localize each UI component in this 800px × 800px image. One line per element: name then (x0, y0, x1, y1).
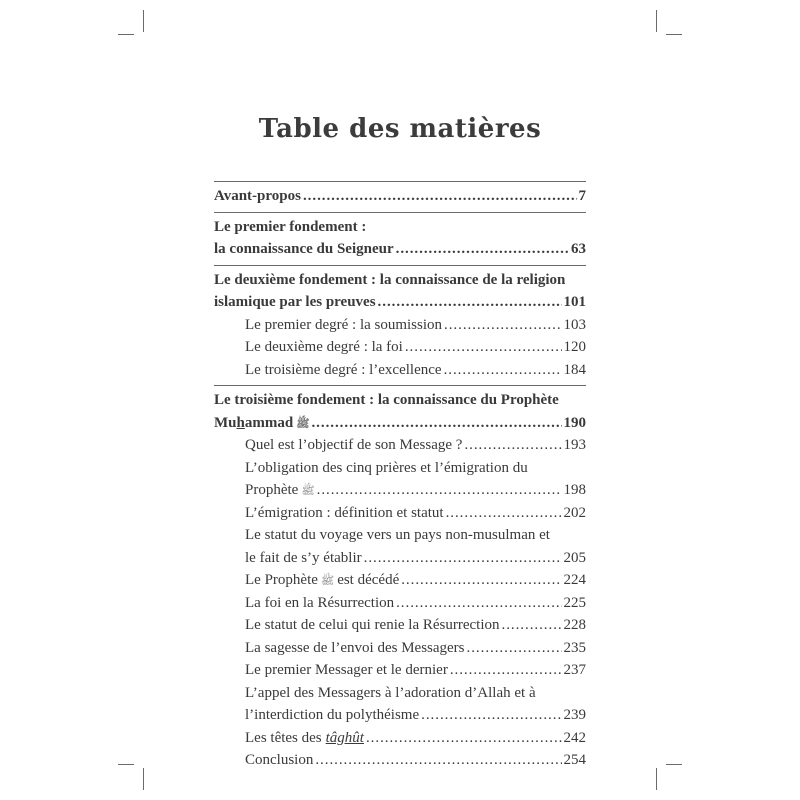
dot-leader (303, 185, 577, 208)
toc-page-number: 103 (563, 316, 586, 333)
dot-leader (502, 614, 562, 637)
dot-leader (421, 704, 561, 727)
toc-entry-title: Le deuxième degré : la foi (245, 339, 403, 355)
toc-entry[interactable] (214, 412, 586, 435)
toc-entry[interactable] (214, 336, 586, 359)
toc-entry-title: Le premier degré : la soumission (245, 316, 443, 333)
toc-entry[interactable] (214, 592, 586, 615)
toc-entry[interactable] (214, 479, 586, 502)
dot-leader (396, 592, 561, 615)
crop-mark (666, 764, 682, 765)
toc-entry[interactable] (214, 434, 586, 457)
toc-section (214, 266, 586, 386)
toc-entry-title: Les têtes des (245, 729, 322, 746)
toc-page-number: 254 (563, 752, 586, 768)
crop-mark (656, 10, 657, 32)
toc-page-number: 193 (563, 437, 586, 453)
toc-entry-title: Le statut du voyage vers un pays non-musulman et (245, 527, 550, 543)
dot-leader (317, 479, 562, 502)
toc-entry-line[interactable] (214, 269, 586, 292)
toc-entry-title: La foi en la Résurrection (245, 594, 395, 611)
dot-leader (444, 314, 561, 337)
toc-page-number: 225 (563, 594, 586, 611)
dot-leader (444, 359, 562, 382)
toc-entry-title: le fait de s’y établir (245, 549, 362, 566)
toc-entry-line[interactable] (214, 457, 586, 480)
dot-leader (467, 637, 562, 660)
dot-leader (396, 238, 569, 261)
toc-section (214, 386, 586, 776)
toc-page-number: 190 (563, 414, 586, 431)
toc-entry-title: Le troisième degré : l’excellence (245, 361, 442, 378)
dot-leader (311, 412, 561, 435)
toc-page-number: 224 (563, 572, 586, 588)
toc-entry[interactable] (214, 704, 586, 727)
toc-entry-title: Muhammad (214, 414, 294, 431)
toc-entry-title: Le deuxième fondement : la connaissance de la religion (214, 271, 566, 288)
toc-page-number: 184 (563, 361, 586, 378)
toc-entry-title-italic: tâghût (325, 729, 364, 746)
toc-entry[interactable] (214, 749, 586, 772)
toc-entry[interactable] (214, 614, 586, 637)
toc-entry-line[interactable] (214, 389, 586, 412)
toc-entry-line[interactable] (214, 682, 586, 705)
dot-leader (401, 569, 561, 592)
toc-entry[interactable] (214, 637, 586, 660)
crop-mark (143, 10, 144, 32)
crop-mark (666, 34, 682, 35)
toc-page-number: 120 (563, 339, 586, 355)
toc-entry-title: la connaissance du Seigneur (214, 241, 394, 257)
toc-entry-title: Le troisième fondement : la connaissance du Prophète (214, 392, 559, 408)
toc-entry-line[interactable] (214, 216, 586, 239)
toc-page-number: 101 (563, 294, 586, 310)
toc-page-number: 235 (563, 639, 586, 656)
toc-entry-title: Le premier fondement : (214, 218, 367, 235)
toc-entry-line[interactable] (214, 524, 586, 547)
toc-entry[interactable] (214, 502, 586, 525)
toc-page-number: 228 (563, 617, 586, 633)
pbuh-glyph-icon: ﷺ (301, 485, 315, 497)
table-of-contents (214, 181, 586, 776)
toc-page-number: 237 (563, 662, 586, 678)
toc-entry-title: Conclusion (245, 752, 314, 768)
crop-mark (143, 768, 144, 790)
crop-mark (656, 768, 657, 790)
toc-page-number: 7 (578, 188, 586, 204)
toc-page-number: 202 (563, 504, 586, 521)
dot-leader (315, 749, 561, 772)
toc-entry-title: La sagesse de l’envoi des Messagers (245, 639, 465, 656)
page-title: Table des matières (258, 114, 542, 144)
toc-page-number: 242 (563, 729, 586, 746)
dot-leader (450, 659, 562, 682)
toc-entry[interactable] (214, 569, 586, 592)
dot-leader (378, 291, 562, 314)
dot-leader (366, 727, 562, 750)
toc-page-number: 198 (563, 482, 586, 498)
toc-entry[interactable] (214, 727, 586, 750)
toc-entry-title: L’appel des Messagers à l’adoration d’Allah et à (245, 684, 536, 701)
toc-entry[interactable] (214, 359, 586, 382)
toc-entry-title: islamique par les preuves (214, 294, 376, 310)
toc-entry[interactable] (214, 547, 586, 570)
toc-page-number: 239 (563, 707, 586, 723)
toc-entry-title: est décédé (337, 572, 400, 588)
pbuh-glyph-icon: ﷺ (296, 417, 310, 430)
toc-entry[interactable] (214, 185, 586, 208)
toc-section (214, 182, 586, 212)
dot-leader (446, 502, 562, 525)
toc-entry[interactable] (214, 314, 586, 337)
toc-entry-title: Quel est l’objectif de son Message ? (245, 437, 463, 453)
toc-entry-title: Le statut de celui qui renie la Résurrection (245, 617, 500, 633)
toc-entry-title: l’interdiction du polythéisme (245, 707, 420, 723)
toc-entry-title: Avant-propos (214, 188, 301, 204)
pbuh-glyph-icon: ﷺ (320, 575, 335, 587)
crop-mark (118, 34, 134, 35)
toc-page-number: 63 (571, 241, 586, 257)
toc-page-number: 205 (563, 549, 586, 566)
toc-entry-title: Le Prophète (245, 572, 318, 588)
toc-entry-title: Le premier Messager et le dernier (245, 662, 448, 678)
toc-section (214, 213, 586, 265)
crop-mark (118, 764, 134, 765)
toc-entry-title: L’émigration : définition et statut (245, 504, 444, 521)
dot-leader (364, 547, 562, 570)
toc-entry-title: Prophète (245, 482, 299, 498)
toc-entry-title: L’obligation des cinq prières et l’émigration du (245, 459, 528, 476)
toc-entry[interactable] (214, 291, 586, 314)
dot-leader (405, 336, 562, 359)
dot-leader (464, 434, 561, 457)
toc-entry[interactable] (214, 659, 586, 682)
toc-entry[interactable] (214, 238, 586, 261)
